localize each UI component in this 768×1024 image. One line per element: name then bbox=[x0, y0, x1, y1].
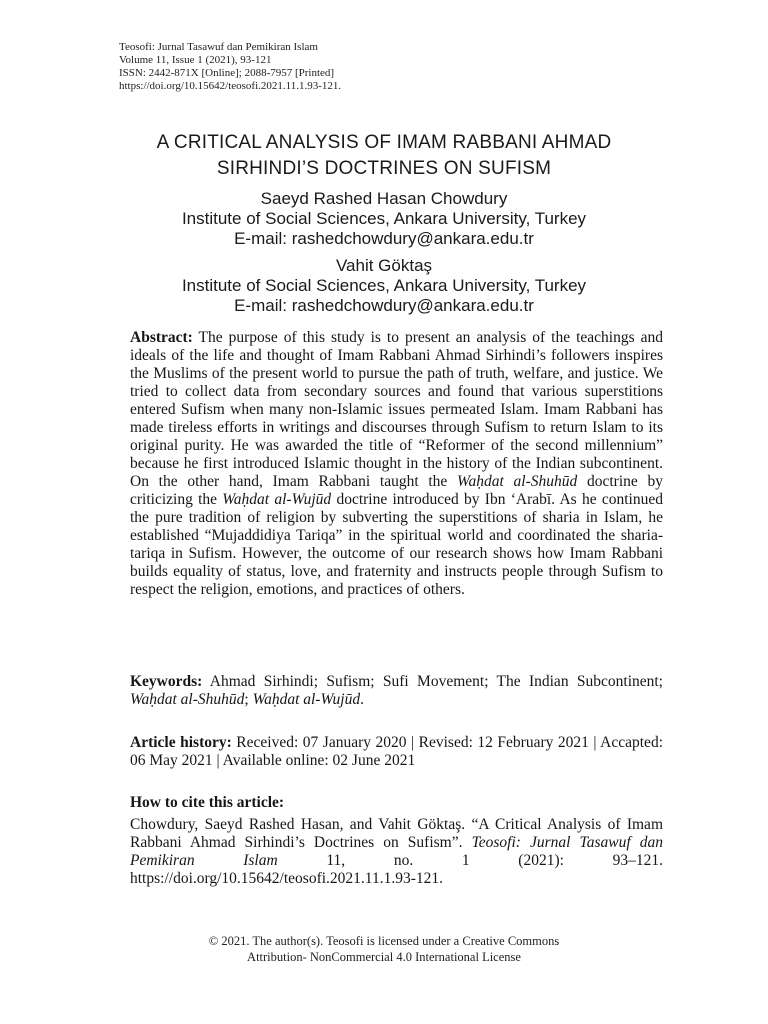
journal-header bbox=[119, 41, 341, 93]
keywords bbox=[130, 673, 663, 709]
citation-text-2: 11, no. 1 (2021): 93–121. https://doi.org/10.15642/teosofi.2021.11.1.93-121. bbox=[130, 852, 663, 887]
author-email[interactable]: E-mail: rashedchowdury@ankara.edu.tr bbox=[234, 296, 534, 315]
author-affiliation: Institute of Social Sciences, Ankara University, Turkey bbox=[181, 209, 587, 228]
journal-doi-link[interactable]: https://doi.org/10.15642/teosofi.2021.11.1.93-121. bbox=[119, 80, 342, 92]
article-history bbox=[130, 734, 663, 770]
keyword-shuhud: Waḥdat al-Shuhūd bbox=[130, 691, 245, 708]
abstract-text-2: doctrine by criticizing the bbox=[130, 473, 663, 508]
abstract-label: Abstract: bbox=[130, 329, 193, 346]
title-line-2: SIRHINDI’S DOCTRINES ON SUFISM bbox=[216, 158, 552, 179]
abstract-term-shuhud: Waḥdat al-Shuhūd bbox=[457, 473, 578, 490]
citation-heading: How to cite this article: bbox=[130, 794, 285, 811]
author-affiliation: Institute of Social Sciences, Ankara University, Turkey bbox=[181, 276, 587, 295]
author-name: Vahit Göktaş bbox=[335, 256, 433, 275]
article-title bbox=[80, 130, 688, 182]
keywords-end: . bbox=[360, 691, 364, 708]
license-line-1: © 2021. The author(s). Teosofi is licensed under a Creative Commons bbox=[208, 934, 560, 948]
keywords-separator: ; bbox=[244, 691, 253, 708]
abstract-text-1: The purpose of this study is to present an analysis of the teachings and ideals of the life and thought of Imam Rabbani Ahmad Sirhindi’s followers inspires the Muslims of the present world to pursue the path of truth, welfare, and justice. We tried to collect data from secondary sources and found that various superstitions entered Sufism when many non-Islamic issues permeated Islam. Imam Rabbani has made tireless efforts in writings and discourses through Sufism to return Islam to its original purity. He was awarded the title of “Reformer of the second millennium” because he first introduced Islamic thought in the history of the Indian subcontinent. On the other hand, Imam Rabbani taught the bbox=[130, 329, 663, 490]
abstract bbox=[130, 329, 663, 599]
keywords-label: Keywords: bbox=[130, 673, 203, 690]
author-block-1 bbox=[80, 189, 688, 249]
journal-issn: ISSN: 2442-871X [Online]; 2088-7957 [Printed] bbox=[119, 67, 335, 79]
author-name: Saeyd Rashed Hasan Chowdury bbox=[260, 189, 508, 208]
abstract-term-wujud: Waḥdat al-Wujūd bbox=[222, 491, 332, 508]
history-label: Article history: bbox=[130, 734, 232, 751]
license-notice bbox=[100, 933, 668, 965]
license-line-2[interactable]: Attribution- NonCommercial 4.0 International License bbox=[247, 950, 521, 964]
journal-volume: Volume 11, Issue 1 (2021), 93-121 bbox=[119, 54, 272, 66]
citation bbox=[130, 816, 663, 888]
title-line-1: A CRITICAL ANALYSIS OF IMAM RABBANI AHMAD bbox=[156, 132, 612, 153]
author-block-2 bbox=[80, 256, 688, 316]
history-text: Received: 07 January 2020 | Revised: 12 February 2021 | Accapted: 06 May 2021 | Available online: 02 June 2021 bbox=[130, 734, 663, 769]
journal-name: Teosofi: Jurnal Tasawuf dan Pemikiran Islam bbox=[119, 41, 318, 53]
citation-journal: Teosofi: Jurnal Tasawuf dan Pemikiran Islam bbox=[130, 834, 663, 869]
keyword-wujud: Waḥdat al-Wujūd bbox=[252, 691, 361, 708]
keywords-text: Ahmad Sirhindi; Sufism; Sufi Movement; The Indian Subcontinent; bbox=[202, 673, 663, 690]
author-email[interactable]: E-mail: rashedchowdury@ankara.edu.tr bbox=[234, 229, 534, 248]
abstract-text-3: doctrine introduced by Ibn ‘Arabī. As he continued the pure tradition of religion by subverting the superstitions of sharia in Islam, he established “Mujaddidiya Tariqa” in the spiritual world and coordinated the sharia-tariqa in Sufism. However, the outcome of our research shows how Imam Rabbani builds equality of status, love, and fraternity and instructs people through Sufism to respect the religion, emotions, and practices of others. bbox=[130, 491, 663, 598]
citation-text-1: Chowdury, Saeyd Rashed Hasan, and Vahit Göktaş. “A Critical Analysis of Imam Rabbani Ahmad Sirhindi’s Doctrines on Sufism”. bbox=[130, 816, 663, 851]
